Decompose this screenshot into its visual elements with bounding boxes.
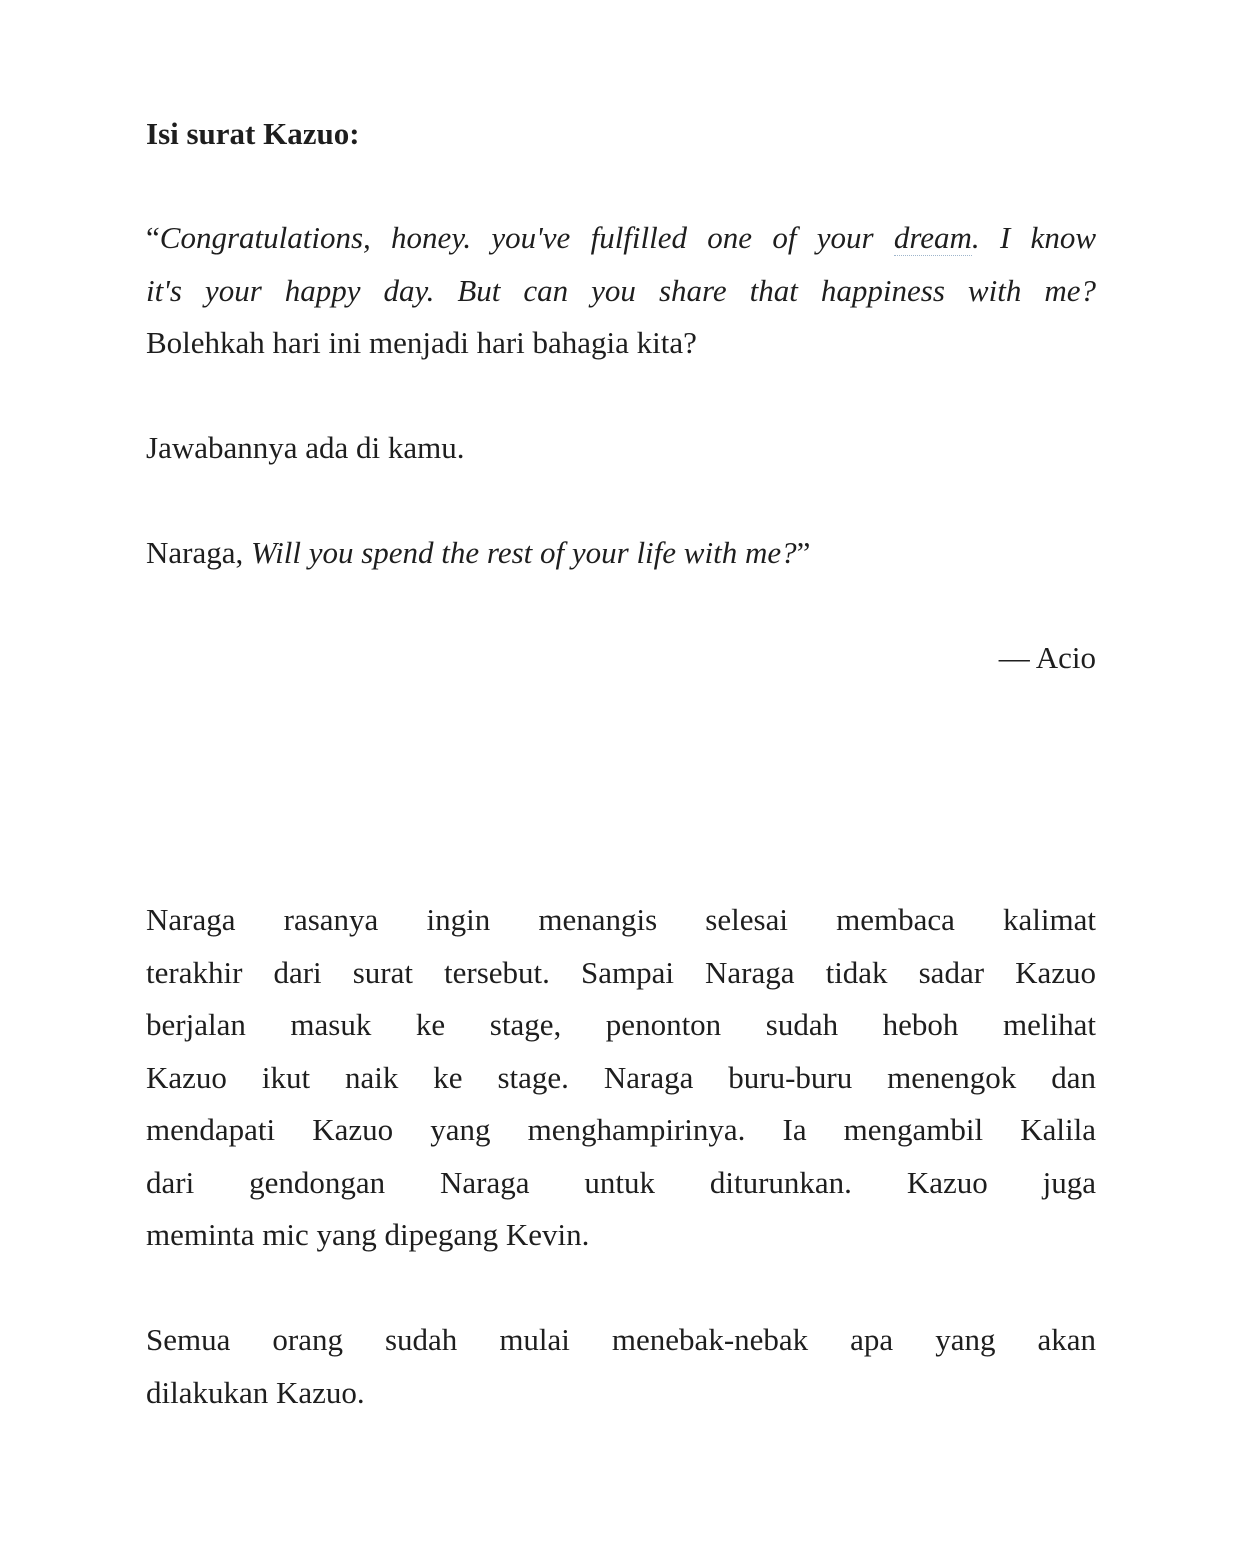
narrative-paragraph-2 (146, 1314, 1096, 1419)
narrative-line: Naraga rasanya ingin menangis selesai membaca kalimat (146, 902, 1096, 937)
narrative-line: dilakukan Kazuo. (146, 1374, 365, 1410)
letter-line-1: “Congratulations, honey. you've fulfilled one of your dream. I know (146, 220, 1096, 255)
letter-line-2: it's your happy day. But can you share that happiness with me? (146, 272, 1096, 308)
narrative-line: Kazuo ikut naik ke stage. Naraga buru-buru menengok dan (146, 1059, 1096, 1095)
letter-question-line: Naraga, Will you spend the rest of your life with me?” (146, 535, 811, 570)
narrative-line: dari gendongan Naraga untuk diturunkan. Kazuo juga (146, 1164, 1096, 1200)
spellcheck-word: dream (893, 220, 972, 255)
letter-answer-line: Jawabannya ada di kamu. (146, 430, 465, 465)
letter-paragraph-2 (146, 422, 1096, 475)
narrative-line: terakhir dari surat tersebut. Sampai Naraga tidak sadar Kazuo (146, 954, 1096, 990)
narrative-line: meminta mic yang dipegang Kevin. (146, 1217, 590, 1252)
narrative-paragraph-1 (146, 894, 1096, 1262)
narrative-line: Semua orang sudah mulai menebak-nebak apa yang akan (146, 1322, 1096, 1357)
letter-line-3: Bolehkah hari ini menjadi hari bahagia kita? (146, 325, 697, 360)
letter-paragraph-1 (146, 212, 1096, 370)
narrative-line: mendapati Kazuo yang menghampirinya. Ia mengambil Kalila (146, 1112, 1096, 1147)
letter-signature: — Acio (998, 640, 1096, 675)
letter-heading: Isi surat Kazuo: (146, 116, 360, 151)
letter-paragraph-3 (146, 527, 1096, 580)
narrative-line: berjalan masuk ke stage, penonton sudah heboh melihat (146, 1007, 1096, 1042)
